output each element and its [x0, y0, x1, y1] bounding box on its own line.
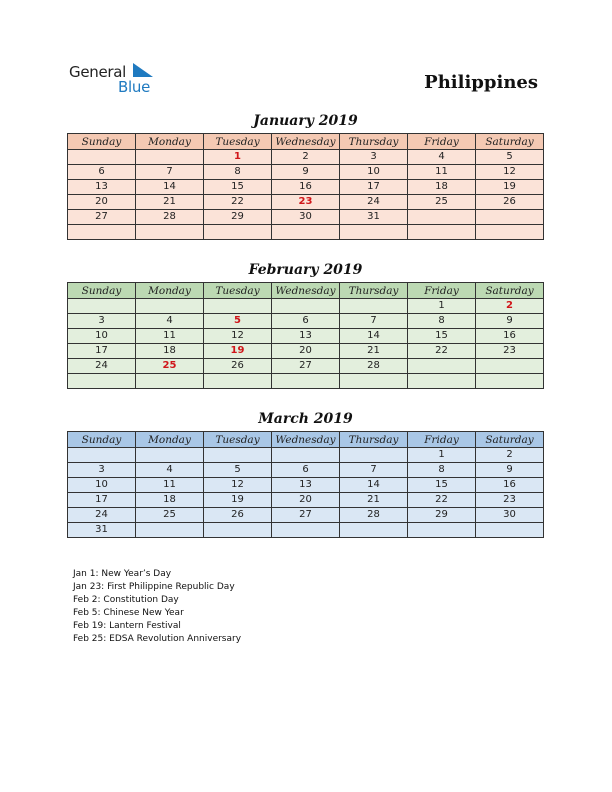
- day-cell: 16: [476, 478, 544, 493]
- week-row: [68, 463, 544, 478]
- day-cell: [408, 210, 476, 225]
- logo: [69, 62, 150, 96]
- week-row: [68, 508, 544, 523]
- day-cell: [136, 299, 204, 314]
- week-row: [68, 344, 544, 359]
- holiday-list: [73, 568, 241, 646]
- day-cell: [476, 225, 544, 240]
- week-row: [68, 299, 544, 314]
- day-cell: [272, 448, 340, 463]
- day-cell: [68, 299, 136, 314]
- day-cell: [136, 374, 204, 389]
- weekday-header: Sunday: [68, 432, 136, 448]
- day-cell: 30: [272, 210, 340, 225]
- day-cell: 18: [136, 344, 204, 359]
- day-cell: [340, 225, 408, 240]
- day-cell: 21: [136, 195, 204, 210]
- day-cell: 17: [68, 493, 136, 508]
- day-cell: [204, 299, 272, 314]
- day-cell: [340, 299, 408, 314]
- calendar-january: [67, 133, 544, 240]
- day-cell: 24: [340, 195, 408, 210]
- weekday-header: Saturday: [476, 134, 544, 150]
- day-cell: 18: [408, 180, 476, 195]
- day-cell: 28: [340, 508, 408, 523]
- day-cell: [408, 374, 476, 389]
- weekday-header: Thursday: [340, 432, 408, 448]
- day-cell: 25: [136, 508, 204, 523]
- weekday-header: Friday: [408, 432, 476, 448]
- day-cell: [408, 359, 476, 374]
- holiday-item: Feb 19: Lantern Festival: [73, 621, 181, 631]
- week-row: [68, 210, 544, 225]
- weekday-header: Thursday: [340, 283, 408, 299]
- day-cell: 20: [68, 195, 136, 210]
- day-cell: 18: [136, 493, 204, 508]
- week-row: [68, 225, 544, 240]
- day-cell: [204, 374, 272, 389]
- day-cell: 13: [272, 478, 340, 493]
- week-row: [68, 493, 544, 508]
- day-cell: 21: [340, 493, 408, 508]
- day-cell: [272, 523, 340, 538]
- day-cell: 15: [204, 180, 272, 195]
- day-cell: 4: [136, 314, 204, 329]
- day-cell: [272, 299, 340, 314]
- day-cell: [204, 448, 272, 463]
- day-cell: 27: [272, 359, 340, 374]
- logo-text-general: General: [69, 63, 127, 81]
- day-cell: [204, 225, 272, 240]
- weekday-header: Monday: [136, 432, 204, 448]
- week-row: [68, 359, 544, 374]
- week-row: [68, 374, 544, 389]
- day-cell: [136, 150, 204, 165]
- day-cell: [340, 523, 408, 538]
- day-cell: 2: [272, 150, 340, 165]
- day-cell: [476, 523, 544, 538]
- holiday-item: Jan 23: First Philippine Republic Day: [73, 582, 235, 592]
- day-cell: 19: [476, 180, 544, 195]
- week-row: [68, 448, 544, 463]
- day-cell: [476, 210, 544, 225]
- day-cell: 8: [204, 165, 272, 180]
- month-title-january: January 2019: [253, 113, 358, 129]
- day-cell: 24: [68, 508, 136, 523]
- day-cell: 13: [272, 329, 340, 344]
- day-cell: 26: [204, 508, 272, 523]
- day-cell: 29: [408, 508, 476, 523]
- day-cell: 31: [340, 210, 408, 225]
- day-cell: 10: [68, 478, 136, 493]
- weekday-header: Thursday: [340, 134, 408, 150]
- day-cell: 22: [408, 493, 476, 508]
- day-cell: 12: [204, 478, 272, 493]
- day-cell: 19: [204, 344, 272, 359]
- day-cell: 7: [340, 314, 408, 329]
- day-cell: 27: [68, 210, 136, 225]
- logo-text-blue: Blue: [118, 78, 150, 96]
- day-cell: 31: [68, 523, 136, 538]
- weekday-header: Tuesday: [204, 432, 272, 448]
- day-cell: 6: [68, 165, 136, 180]
- week-row: [68, 314, 544, 329]
- week-row: [68, 195, 544, 210]
- week-row: [68, 150, 544, 165]
- week-row: [68, 478, 544, 493]
- day-cell: 6: [272, 314, 340, 329]
- day-cell: 2: [476, 448, 544, 463]
- day-cell: 16: [476, 329, 544, 344]
- day-cell: 30: [476, 508, 544, 523]
- weekday-header: Friday: [408, 283, 476, 299]
- day-cell: 26: [476, 195, 544, 210]
- day-cell: 11: [136, 478, 204, 493]
- holiday-item: Jan 1: New Year’s Day: [73, 569, 172, 579]
- month-title-february: February 2019: [248, 262, 363, 278]
- day-cell: 3: [340, 150, 408, 165]
- day-cell: 17: [340, 180, 408, 195]
- day-cell: 1: [204, 150, 272, 165]
- weekday-header: Monday: [136, 134, 204, 150]
- weekday-header: Wednesday: [272, 283, 340, 299]
- day-cell: [476, 374, 544, 389]
- day-cell: 23: [272, 195, 340, 210]
- day-cell: [340, 448, 408, 463]
- day-cell: 14: [340, 329, 408, 344]
- calendar-march: [67, 431, 544, 538]
- holiday-item: Feb 25: EDSA Revolution Anniversary: [73, 634, 242, 644]
- day-cell: 23: [476, 344, 544, 359]
- weekday-header: Wednesday: [272, 432, 340, 448]
- day-cell: 4: [136, 463, 204, 478]
- day-cell: [68, 448, 136, 463]
- day-cell: 20: [272, 344, 340, 359]
- day-cell: 28: [340, 359, 408, 374]
- day-cell: [476, 359, 544, 374]
- weekday-header-row: [68, 432, 544, 448]
- day-cell: 9: [476, 463, 544, 478]
- weekday-header: Saturday: [476, 283, 544, 299]
- day-cell: [68, 374, 136, 389]
- day-cell: 20: [272, 493, 340, 508]
- day-cell: 9: [476, 314, 544, 329]
- day-cell: [204, 523, 272, 538]
- day-cell: [272, 374, 340, 389]
- day-cell: 2: [476, 299, 544, 314]
- weekday-header: Tuesday: [204, 283, 272, 299]
- day-cell: 3: [68, 463, 136, 478]
- day-cell: [68, 225, 136, 240]
- country-title: Philippines: [424, 72, 538, 93]
- calendar-february: [67, 282, 544, 389]
- day-cell: 13: [68, 180, 136, 195]
- day-cell: 26: [204, 359, 272, 374]
- day-cell: 12: [204, 329, 272, 344]
- day-cell: 5: [476, 150, 544, 165]
- weekday-header: Sunday: [68, 283, 136, 299]
- day-cell: 24: [68, 359, 136, 374]
- day-cell: 19: [204, 493, 272, 508]
- weekday-header: Monday: [136, 283, 204, 299]
- day-cell: 25: [136, 359, 204, 374]
- day-cell: 12: [476, 165, 544, 180]
- day-cell: 25: [408, 195, 476, 210]
- day-cell: 29: [204, 210, 272, 225]
- day-cell: 5: [204, 314, 272, 329]
- day-cell: 22: [204, 195, 272, 210]
- day-cell: 15: [408, 329, 476, 344]
- day-cell: 17: [68, 344, 136, 359]
- day-cell: 6: [272, 463, 340, 478]
- day-cell: 5: [204, 463, 272, 478]
- weekday-header: Saturday: [476, 432, 544, 448]
- weekday-header: Sunday: [68, 134, 136, 150]
- day-cell: [136, 448, 204, 463]
- day-cell: 1: [408, 299, 476, 314]
- day-cell: 4: [408, 150, 476, 165]
- day-cell: 14: [136, 180, 204, 195]
- day-cell: 23: [476, 493, 544, 508]
- day-cell: 10: [68, 329, 136, 344]
- week-row: [68, 180, 544, 195]
- holiday-item: Feb 2: Constitution Day: [73, 595, 179, 605]
- day-cell: 8: [408, 314, 476, 329]
- day-cell: 10: [340, 165, 408, 180]
- month-title-march: March 2019: [258, 411, 353, 427]
- day-cell: [68, 150, 136, 165]
- day-cell: 1: [408, 448, 476, 463]
- day-cell: 22: [408, 344, 476, 359]
- day-cell: [136, 225, 204, 240]
- day-cell: 16: [272, 180, 340, 195]
- day-cell: 7: [340, 463, 408, 478]
- day-cell: 11: [136, 329, 204, 344]
- day-cell: 21: [340, 344, 408, 359]
- day-cell: [272, 225, 340, 240]
- weekday-header-row: [68, 283, 544, 299]
- day-cell: [408, 523, 476, 538]
- day-cell: 9: [272, 165, 340, 180]
- day-cell: 8: [408, 463, 476, 478]
- weekday-header: Friday: [408, 134, 476, 150]
- week-row: [68, 329, 544, 344]
- day-cell: 15: [408, 478, 476, 493]
- day-cell: 27: [272, 508, 340, 523]
- day-cell: [340, 374, 408, 389]
- day-cell: [136, 523, 204, 538]
- day-cell: 28: [136, 210, 204, 225]
- weekday-header: Tuesday: [204, 134, 272, 150]
- week-row: [68, 523, 544, 538]
- day-cell: 3: [68, 314, 136, 329]
- day-cell: [408, 225, 476, 240]
- weekday-header-row: [68, 134, 544, 150]
- day-cell: 14: [340, 478, 408, 493]
- day-cell: 11: [408, 165, 476, 180]
- holiday-item: Feb 5: Chinese New Year: [73, 608, 184, 618]
- week-row: [68, 165, 544, 180]
- logo-triangle-icon: [133, 63, 153, 77]
- weekday-header: Wednesday: [272, 134, 340, 150]
- day-cell: 7: [136, 165, 204, 180]
